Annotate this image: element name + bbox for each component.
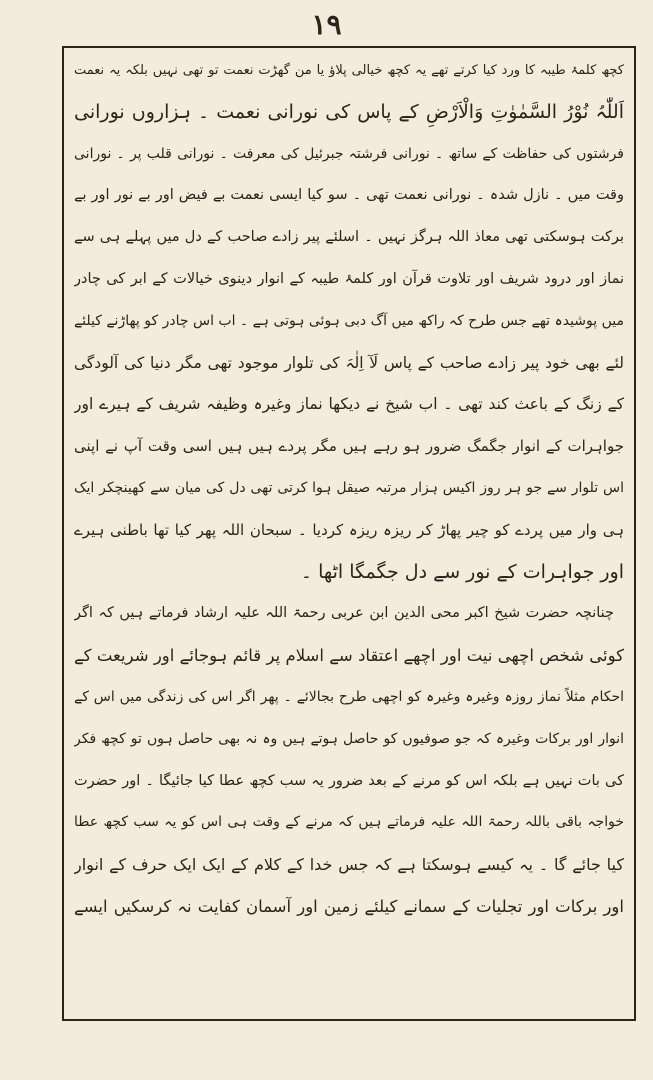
text-line: کی بات نہیں ہے بلکہ اس کو مرنے کے بعد ضرور یہ سب کچھ عطا کیا جائیگا ۔ اور حضرت xyxy=(74,772,624,789)
page-number: ۱۹ xyxy=(311,8,342,41)
text-line: اور برکات اور تجلیات کے سمانے کیلئے زمین اور آسمان کفایت نہ کرسکیں ایسے xyxy=(74,896,624,916)
text-line: فرشتوں کی حفاظت کے ساتھ ۔ نورانی فرشتہ جبرئیل کی معرفت ۔ نورانی قلب پر ۔ نورانی xyxy=(74,145,624,162)
text-line: خواجہ باقی باللہ رحمۃ اللہ علیہ فرماتے ہیں کہ مرنے کے وقت ہی اس کو یہ سب کچھ عطا xyxy=(74,814,624,831)
text-line: چنانچہ حضرت شیخ اکبر محی الدین ابن عربی رحمۃ اللہ علیہ ارشاد فرماتے ہیں کہ اگر xyxy=(74,605,614,622)
text-line: برکت ہوسکتی تھی معاذ اللہ ہرگز نہیں ۔ اسلئے پیر زادے صاحب کے دل میں پہلے ہی سے xyxy=(74,229,624,246)
text-line: میں پوشیدہ تھے جس طرح کہ راکھ میں آگ دبی ہوئی ہوتی ہے ۔ اب اس چادر کو پھاڑنے کیلئے xyxy=(74,312,624,329)
text-line: انوار اور برکات وغیرہ کہ جو صوفیوں کو حاصل ہوتے ہیں وہ نہ بھی حاصل ہوں تو کچھ فکر xyxy=(74,730,624,747)
text-line: لئے بھی خود پیر زادے صاحب کے پاس لَآ اِلٰہَ کی تلوار موجود تھی مگر دنیا کی آلودگی xyxy=(74,353,624,372)
text-line: احکام مثلاً نماز روزہ وغیرہ وغیرہ کو اچھی طرح بجالائے ۔ پھر اگر اس کی زندگی میں اس کے xyxy=(74,688,624,705)
paragraph-2 xyxy=(74,593,624,927)
text-line: جواہرات کے انوار جگمگ ضرور ہو رہے ہیں مگر پردے ہیں ہیں اسی وقت آپ نے اپنی xyxy=(74,437,624,456)
text-line: نماز اور درود شریف اور تلاوت قرآن اور کلمۂ طیبہ کے انوار دینوی خیالات کے ابر کی چادر xyxy=(74,270,624,287)
text-line: اَللّٰہُ نُوْرُ السَّمٰوٰتِ وَالْاَرْضِ کے پاس کی نورانی نعمت ۔ ہزاروں نورانی xyxy=(74,100,624,123)
text-line: کچھ کلمۂ طیبہ کا ورد کیا کرتے تھے یہ کچھ خیالی پلاؤ یا من گھڑت نعمت تو تھی نہیں بلکہ یہ نعمت xyxy=(74,63,624,78)
body-text xyxy=(74,50,624,928)
text-line: کے زنگ کے باعث کند تھی ۔ اب شیخ نے دیکھا نماز وغیرہ وظیفہ شریف کے ہیرے اور xyxy=(74,395,624,414)
text-line: وقت میں ۔ نازل شدہ ۔ نورانی نعمت تھی ۔ سو کیا ایسی نعمت بے فیض اور بے نور اور بے xyxy=(74,187,624,204)
text-line: ہی وار میں پردے کو چیر پھاڑ کر ریزہ ریزہ کردیا ۔ سبحان اللہ پھر کیا تھا باطنی ہیرے xyxy=(74,520,624,539)
text-line: اور جواہرات کے نور سے دل جگمگا اٹھا ۔ xyxy=(300,560,624,583)
text-line: اس تلوار سے جو ہر روز اکیس ہزار مرتبہ صیقل ہوا کرتی تھی دل کی میان سے کھینچکر ایک xyxy=(74,479,624,496)
text-line: کوئی شخص اچھی نیت اور اچھے اعتقاد سے اسلام پر قائم ہوجائے اور شریعت کے xyxy=(74,646,624,666)
text-line: کیا جائے گا ۔ یہ کیسے ہوسکتا ہے کہ جس خدا کے کلام کے ایک ایک حرف کے انوار xyxy=(74,855,624,875)
paragraph-1 xyxy=(74,50,624,593)
